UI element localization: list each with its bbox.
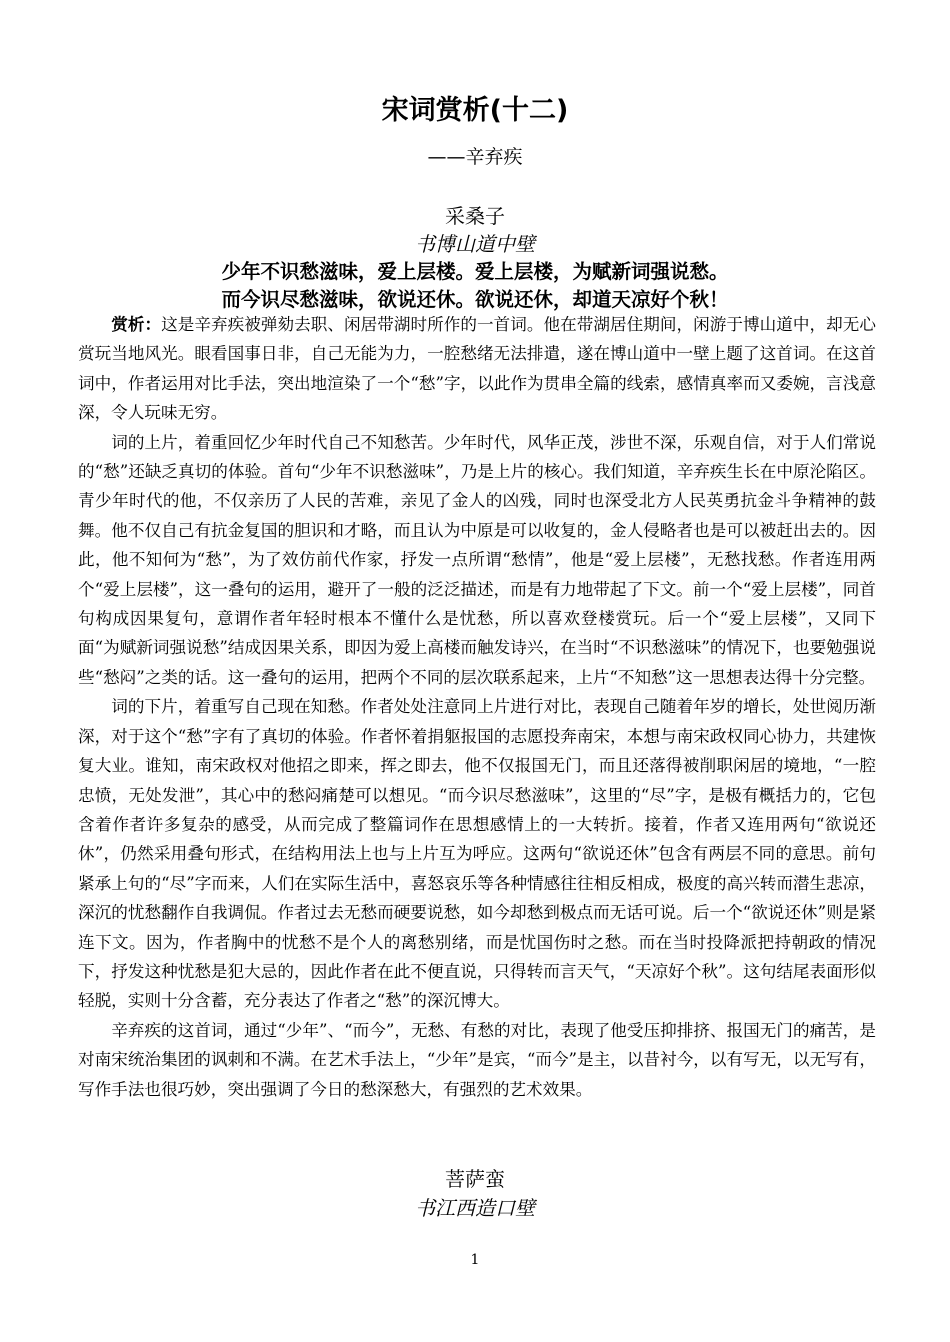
analysis-paragraph-1-text: 这是辛弃疾被弹劾去职、闲居带湖时所作的一首词。他在带湖居住期间，闲游于博山道中，却无心赏玩当地风光。眼看国事日非，自己无能为力，一腔愁绪无法排遣，遂在博山道中一壁上题了这首词。在这首词中，作者运用对比手法，突出地渲染了一个“愁”字，以此作为贯串全篇的线索，感情真率而又委婉，言浅意深，令人玩味无穷。 (78, 315, 877, 423)
analysis-paragraph-2: 词的上片，着重回忆少年时代自己不知愁苦。少年时代，风华正茂，涉世不深，乐观自信，对于人们常说的“愁”还缺乏真切的体验。首句“少年不识愁滋味”，乃是上片的核心。我们知道，辛弃疾生长在中原沦陷区。青少年时代的他，不仅亲历了人民的苦难，亲见了金人的凶残，同时也深受北方人民英勇抗金斗争精神的鼓舞。他不仅自己有抗金复国的胆识和才略，而且认为中原是可以收复的，金人侵略者也是可以被赶出去的。因此，他不知何为“愁”，为了效仿前代作家，抒发一点所谓“愁情”，他是“爱上层楼”，无愁找愁。作者连用两个“爱上层楼”，这一叠句的运用，避开了一般的泛泛描述，而是有力地带起了下文。前一个“爱上层楼”，同首句构成因果复句，意谓作者年轻时根本不懂什么是忧愁，所以喜欢登楼赏玩。后一个“爱上层楼”，又同下面“为赋新词强说愁”结成因果关系，即因为爱上高楼而触发诗兴，在当时“不识愁滋味”的情况下，也要勉强说些“愁闷”之类的话。这一叠句的运用，把两个不同的层次联系起来，上片“不知愁”这一思想表达得十分完整。 (78, 432, 876, 687)
analysis-paragraph-4: 辛弃疾的这首词，通过“少年”、“而今”，无愁、有愁的对比，表现了他受压抑排挤、报国无门的痛苦，是对南宋统治集团的讽刺和不满。在艺术手法上，“少年”是宾，“而今”是主，以昔衬今，以有写无，以无写有，写作手法也很巧妙，突出强调了今日的愁深愁大，有强烈的艺术效果。 (78, 1020, 876, 1099)
author-line: ——辛弃疾 (427, 146, 523, 168)
analysis-paragraph-1 (78, 310, 876, 428)
poem2-title: 菩萨蛮 (445, 1167, 505, 1191)
poem1-title: 采桑子 (445, 204, 505, 228)
analysis-paragraph-3: 词的下片，着重写自己现在知愁。作者处处注意同上片进行对比，表现自己随着年岁的增长，处世阅历渐深，对于这个“愁”字有了真切的体验。作者怀着捐躯报国的志愿投奔南宋，本想与南宋政权同心协力，共建恢复大业。谁知，南宋政权对他招之即来，挥之即去，他不仅报国无门，而且还落得被削职闲居的境地，“一腔忠愤，无处发泄”，其心中的愁闷痛楚可以想见。“而今识尽愁滋味”，这里的“尽”字，是极有概括力的，它包含着作者许多复杂的感受，从而完成了整篇词作在思想感情上的一大转折。接着，作者又连用两句“欲说还休”，仍然采用叠句形式，在结构用法上也与上片互为呼应。这两句“欲说还休”包含有两层不同的意思。前句紧承上句的“尽”字而来，人们在实际生活中，喜怒哀乐等各种情感往往相反相成，极度的高兴转而潜生悲凉，深沉的忧愁翻作自我调侃。作者过去无愁而硬要说愁，如今却愁到极点而无话可说。后一个“欲说还休”则是紧连下文。因为，作者胸中的忧愁不是个人的离愁别绪，而是忧国伤时之愁。而在当时投降派把持朝政的情况下，抒发这种忧愁是犯大忌的，因此作者在此不便直说，只得转而言天气，“天凉好个秋”。这句结尾表面形似轻脱，实则十分含蓄，充分表达了作者之“愁”的深沉博大。 (78, 697, 876, 1011)
analysis-section (78, 310, 876, 1104)
poem1-subtitle: 书博山道中壁 (415, 232, 535, 256)
document-title: 宋词赏析(十二) (381, 95, 569, 126)
page-number: 1 (470, 1252, 480, 1268)
poem2-subtitle: 书江西造口壁 (415, 1196, 535, 1220)
poem1-line-1: 少年不识愁滋味，爱上层楼。爱上层楼，为赋新词强说愁。 (221, 260, 729, 283)
analysis-label: 赏析： (111, 315, 162, 334)
poem1-line-2: 而今识尽愁滋味，欲说还休。欲说还休，却道天凉好个秋！ (221, 288, 729, 311)
